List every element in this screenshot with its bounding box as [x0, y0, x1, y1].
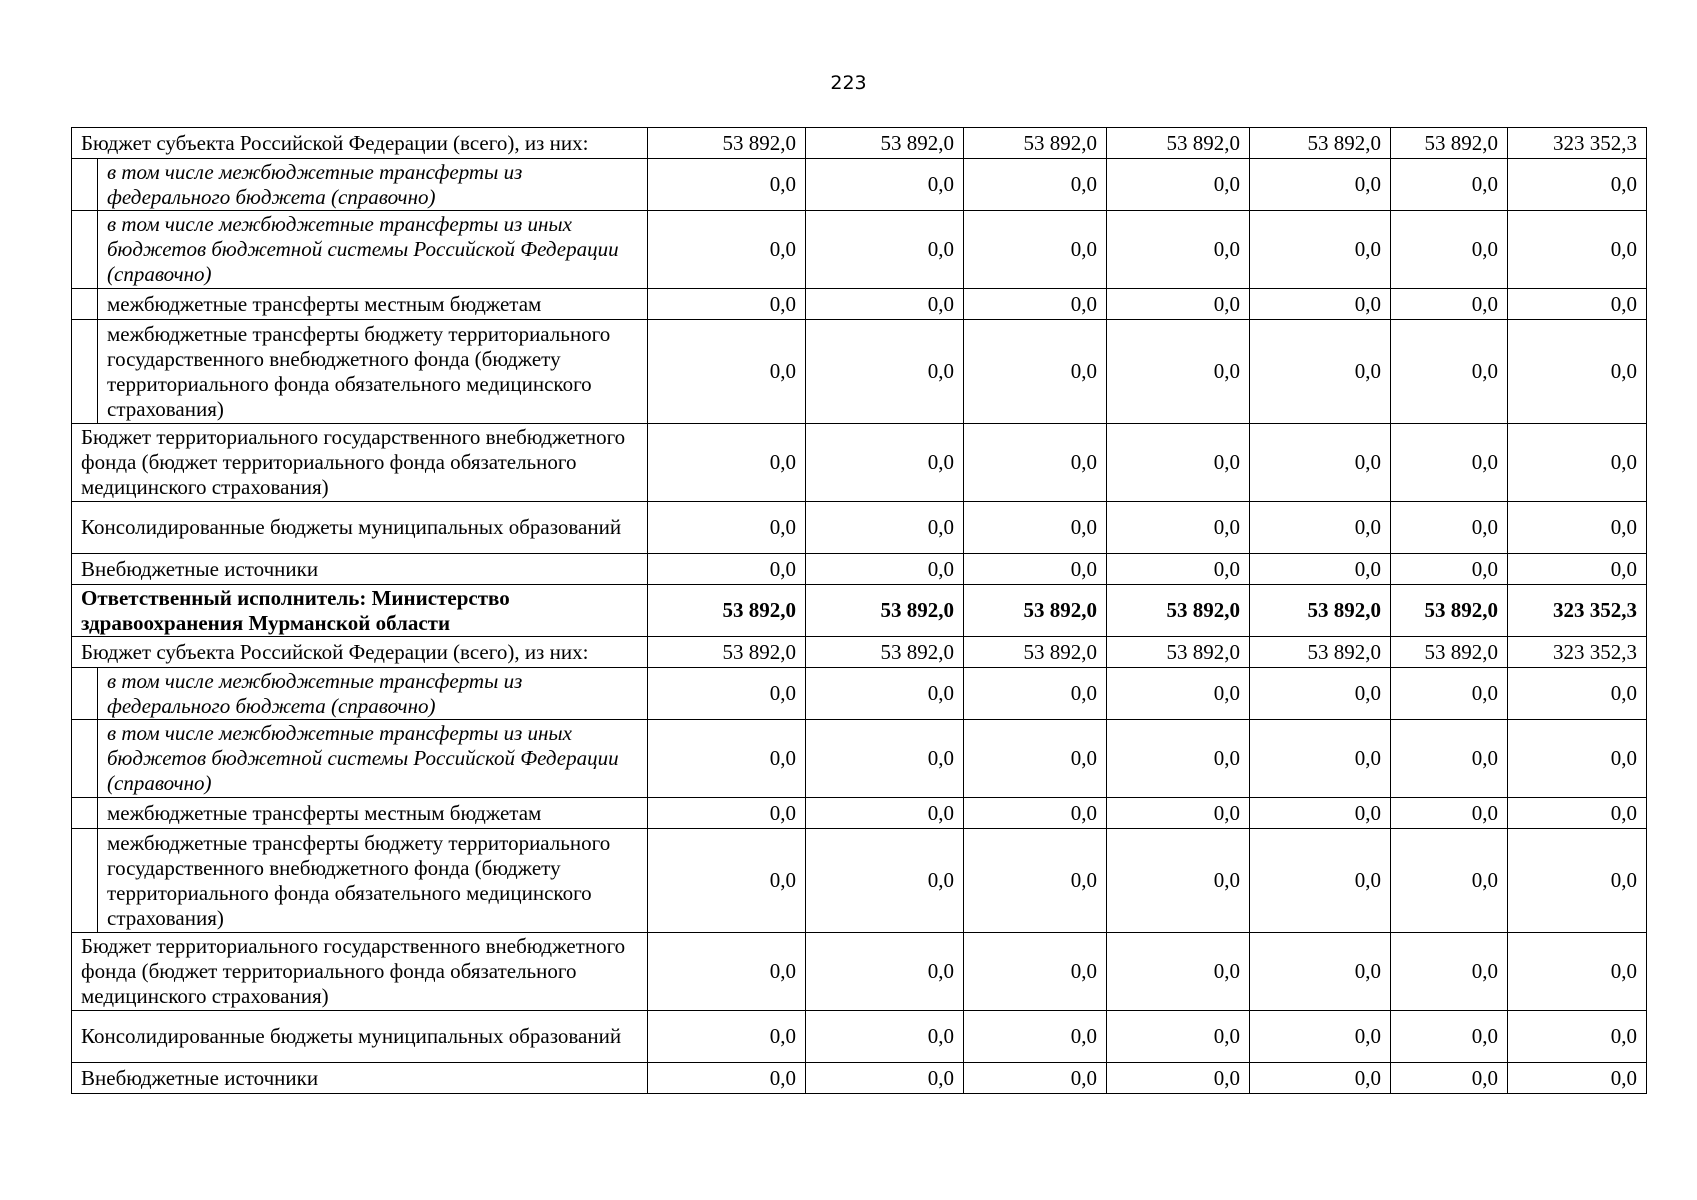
value-cell: 0,0	[648, 829, 806, 933]
value-cell: 0,0	[648, 554, 806, 585]
table-row	[72, 128, 1647, 159]
value-cell: 0,0	[964, 211, 1107, 289]
value-cell: 0,0	[1107, 829, 1250, 933]
value-cell: 0,0	[1391, 1011, 1508, 1063]
value-cell: 53 892,0	[964, 637, 1107, 668]
value-cell: 0,0	[1107, 289, 1250, 320]
value-cell: 53 892,0	[1250, 637, 1391, 668]
total-cell: 0,0	[1508, 320, 1647, 424]
total-cell: 0,0	[1508, 159, 1647, 211]
row-label: Консолидированные бюджеты муниципальных образований	[72, 502, 648, 554]
value-cell: 0,0	[1391, 720, 1508, 798]
value-cell: 0,0	[1107, 1063, 1250, 1094]
value-cell: 53 892,0	[1391, 637, 1508, 668]
row-label: Ответственный исполнитель: Министерство здравоохранения Мурманской области	[72, 585, 648, 637]
row-label: межбюджетные трансферты местным бюджетам	[98, 289, 648, 320]
value-cell: 0,0	[964, 159, 1107, 211]
table-row	[72, 554, 1647, 585]
table-row	[72, 585, 1647, 637]
total-cell: 0,0	[1508, 424, 1647, 502]
value-cell: 53 892,0	[1107, 637, 1250, 668]
value-cell: 0,0	[964, 320, 1107, 424]
value-cell: 0,0	[1107, 933, 1250, 1011]
value-cell: 0,0	[806, 933, 964, 1011]
value-cell: 0,0	[1107, 1011, 1250, 1063]
value-cell: 0,0	[964, 554, 1107, 585]
value-cell: 0,0	[1107, 159, 1250, 211]
value-cell: 53 892,0	[1391, 128, 1508, 159]
value-cell: 0,0	[964, 1063, 1107, 1094]
value-cell: 0,0	[1391, 320, 1508, 424]
table-row	[72, 424, 1647, 502]
row-label: межбюджетные трансферты бюджету территориального государственного внебюджетного фонда (бюджету территориального фонда обязательного медицинского страхования)	[98, 829, 648, 933]
value-cell: 0,0	[1250, 554, 1391, 585]
total-cell: 0,0	[1508, 211, 1647, 289]
total-cell: 0,0	[1508, 668, 1647, 720]
table-row	[72, 159, 1647, 211]
value-cell: 53 892,0	[648, 637, 806, 668]
page-number: 223	[830, 72, 867, 94]
row-label: в том числе межбюджетные трансферты из федерального бюджета (справочно)	[98, 668, 648, 720]
value-cell: 0,0	[648, 424, 806, 502]
value-cell: 0,0	[648, 289, 806, 320]
row-label: Консолидированные бюджеты муниципальных образований	[72, 1011, 648, 1063]
row-label: в том числе межбюджетные трансферты из федерального бюджета (справочно)	[98, 159, 648, 211]
value-cell: 0,0	[1391, 668, 1508, 720]
value-cell: 0,0	[1107, 668, 1250, 720]
value-cell: 0,0	[964, 289, 1107, 320]
value-cell: 53 892,0	[648, 128, 806, 159]
value-cell: 0,0	[964, 933, 1107, 1011]
row-label: в том числе межбюджетные трансферты из иных бюджетов бюджетной системы Российской Федерации (справочно)	[98, 211, 648, 289]
table-row	[72, 829, 1647, 933]
total-cell: 323 352,3	[1508, 585, 1647, 637]
value-cell: 0,0	[806, 720, 964, 798]
value-cell: 0,0	[806, 502, 964, 554]
value-cell: 0,0	[964, 424, 1107, 502]
value-cell: 0,0	[1391, 289, 1508, 320]
table-row	[72, 798, 1647, 829]
value-cell: 0,0	[1250, 668, 1391, 720]
value-cell: 53 892,0	[648, 585, 806, 637]
value-cell: 0,0	[806, 1063, 964, 1094]
total-cell: 0,0	[1508, 720, 1647, 798]
value-cell: 53 892,0	[806, 585, 964, 637]
total-cell: 323 352,3	[1508, 128, 1647, 159]
row-label: Бюджет территориального государственного внебюджетного фонда (бюджет территориального фонда обязательного медицинского страхования)	[72, 424, 648, 502]
value-cell: 0,0	[1250, 829, 1391, 933]
value-cell: 0,0	[648, 1011, 806, 1063]
value-cell: 0,0	[1250, 720, 1391, 798]
value-cell: 0,0	[964, 502, 1107, 554]
table-row	[72, 933, 1647, 1011]
indent-cell	[72, 159, 98, 211]
value-cell: 0,0	[1391, 829, 1508, 933]
value-cell: 0,0	[1107, 720, 1250, 798]
value-cell: 53 892,0	[1107, 128, 1250, 159]
total-cell: 0,0	[1508, 554, 1647, 585]
value-cell: 0,0	[648, 320, 806, 424]
row-label: в том числе межбюджетные трансферты из иных бюджетов бюджетной системы Российской Федерации (справочно)	[98, 720, 648, 798]
row-label: Бюджет территориального государственного внебюджетного фонда (бюджет территориального фонда обязательного медицинского страхования)	[72, 933, 648, 1011]
row-label: Внебюджетные источники	[72, 1063, 648, 1094]
value-cell: 0,0	[1107, 320, 1250, 424]
table-row	[72, 502, 1647, 554]
value-cell: 0,0	[806, 211, 964, 289]
table-row	[72, 1011, 1647, 1063]
value-cell: 53 892,0	[1250, 585, 1391, 637]
indent-cell	[72, 211, 98, 289]
value-cell: 0,0	[1250, 159, 1391, 211]
value-cell: 0,0	[1250, 502, 1391, 554]
indent-cell	[72, 829, 98, 933]
table-row	[72, 289, 1647, 320]
table-row	[72, 637, 1647, 668]
value-cell: 0,0	[964, 668, 1107, 720]
value-cell: 0,0	[1250, 1011, 1391, 1063]
indent-cell	[72, 798, 98, 829]
indent-cell	[72, 320, 98, 424]
table-row	[72, 211, 1647, 289]
row-label: Внебюджетные источники	[72, 554, 648, 585]
value-cell: 0,0	[806, 1011, 964, 1063]
indent-cell	[72, 720, 98, 798]
value-cell: 0,0	[1107, 554, 1250, 585]
value-cell: 0,0	[1391, 424, 1508, 502]
row-label: Бюджет субъекта Российской Федерации (всего), из них:	[72, 128, 648, 159]
value-cell: 0,0	[1391, 502, 1508, 554]
value-cell: 53 892,0	[1107, 585, 1250, 637]
value-cell: 0,0	[964, 798, 1107, 829]
total-cell: 0,0	[1508, 933, 1647, 1011]
value-cell: 53 892,0	[806, 128, 964, 159]
value-cell: 0,0	[648, 720, 806, 798]
value-cell: 0,0	[1250, 211, 1391, 289]
value-cell: 0,0	[806, 829, 964, 933]
value-cell: 0,0	[1391, 933, 1508, 1011]
value-cell: 0,0	[1107, 424, 1250, 502]
value-cell: 0,0	[964, 720, 1107, 798]
value-cell: 0,0	[1250, 289, 1391, 320]
value-cell: 0,0	[806, 554, 964, 585]
table-row	[72, 320, 1647, 424]
value-cell: 0,0	[648, 1063, 806, 1094]
value-cell: 0,0	[806, 668, 964, 720]
value-cell: 0,0	[1391, 554, 1508, 585]
value-cell: 0,0	[1250, 933, 1391, 1011]
value-cell: 0,0	[648, 933, 806, 1011]
value-cell: 0,0	[1391, 798, 1508, 829]
budget-table	[71, 127, 1647, 1094]
value-cell: 0,0	[1250, 1063, 1391, 1094]
table-row	[72, 720, 1647, 798]
value-cell: 53 892,0	[1250, 128, 1391, 159]
value-cell: 53 892,0	[964, 128, 1107, 159]
value-cell: 0,0	[806, 798, 964, 829]
value-cell: 0,0	[1250, 798, 1391, 829]
indent-cell	[72, 668, 98, 720]
row-label: межбюджетные трансферты местным бюджетам	[98, 798, 648, 829]
value-cell: 53 892,0	[1391, 585, 1508, 637]
value-cell: 53 892,0	[964, 585, 1107, 637]
value-cell: 0,0	[1391, 211, 1508, 289]
total-cell: 0,0	[1508, 798, 1647, 829]
value-cell: 0,0	[648, 159, 806, 211]
value-cell: 0,0	[806, 289, 964, 320]
value-cell: 0,0	[648, 668, 806, 720]
value-cell: 0,0	[1391, 1063, 1508, 1094]
value-cell: 0,0	[964, 829, 1107, 933]
total-cell: 0,0	[1508, 289, 1647, 320]
value-cell: 0,0	[648, 211, 806, 289]
total-cell: 0,0	[1508, 502, 1647, 554]
value-cell: 0,0	[806, 159, 964, 211]
value-cell: 0,0	[1391, 159, 1508, 211]
value-cell: 0,0	[648, 502, 806, 554]
row-label: межбюджетные трансферты бюджету территориального государственного внебюджетного фонда (бюджету территориального фонда обязательного медицинского страхования)	[98, 320, 648, 424]
value-cell: 53 892,0	[806, 637, 964, 668]
value-cell: 0,0	[648, 798, 806, 829]
value-cell: 0,0	[806, 320, 964, 424]
value-cell: 0,0	[1250, 320, 1391, 424]
table-row	[72, 1063, 1647, 1094]
total-cell: 323 352,3	[1508, 637, 1647, 668]
total-cell: 0,0	[1508, 1011, 1647, 1063]
table-row	[72, 668, 1647, 720]
total-cell: 0,0	[1508, 829, 1647, 933]
value-cell: 0,0	[964, 1011, 1107, 1063]
value-cell: 0,0	[1107, 502, 1250, 554]
value-cell: 0,0	[1107, 211, 1250, 289]
total-cell: 0,0	[1508, 1063, 1647, 1094]
value-cell: 0,0	[1107, 798, 1250, 829]
value-cell: 0,0	[1250, 424, 1391, 502]
value-cell: 0,0	[806, 424, 964, 502]
indent-cell	[72, 289, 98, 320]
row-label: Бюджет субъекта Российской Федерации (всего), из них:	[72, 637, 648, 668]
